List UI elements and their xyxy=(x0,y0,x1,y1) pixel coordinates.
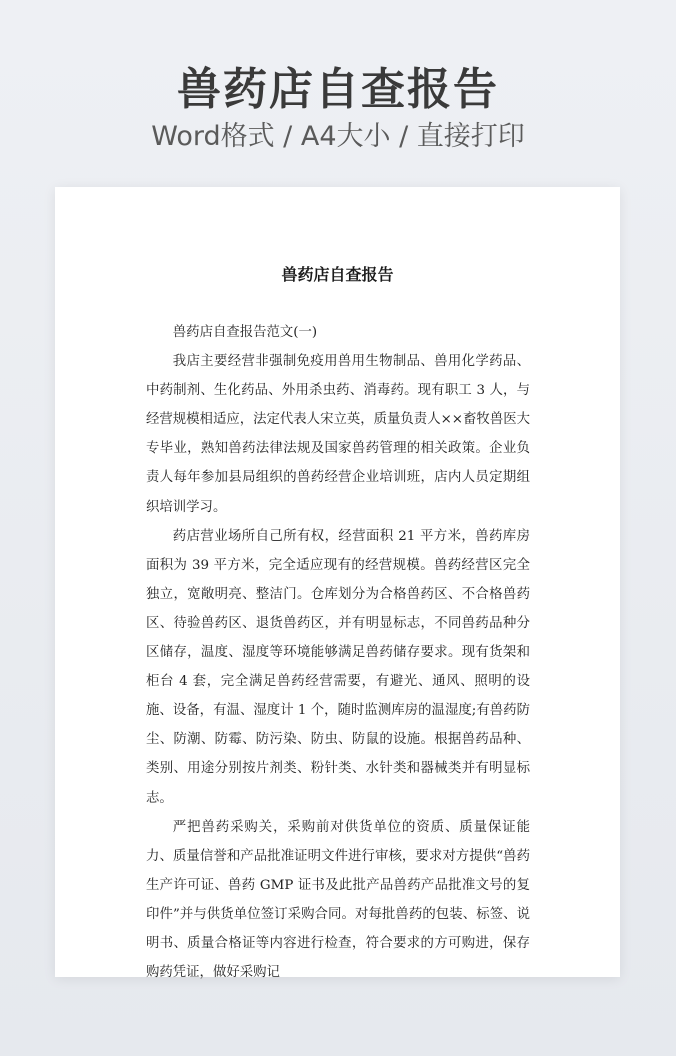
document-title: 兽药店自查报告 xyxy=(281,265,394,284)
paragraph-business-scope: 我店主要经营非强制免疫用兽用生物制品、兽用化学药品、中药制剂、生化药品、外用杀虫药、消毒药。现有职工 3 人，与经营规模相适应，法定代表人宋立英，质量负责人××畜牧兽医大专毕业，熟知兽药法律法规及国家兽药管理的相关政策。企业负责人每年参加县局组织的兽药经营企业培训班，店内人员定期组织培训学习。 xyxy=(146,354,530,515)
document-body xyxy=(146,318,530,987)
paragraph-heading: 兽药店自查报告范文(一) xyxy=(172,325,318,340)
banner-title: 兽药店自查报告 xyxy=(177,64,499,115)
banner-subtitle: Word格式 / A4大小 / 直接打印 xyxy=(151,121,525,152)
paragraph-premises: 药店营业场所自己所有权，经营面积 21 平方米，兽药库房面积为 39 平方米，完全适应现有的经营规模。兽药经营区完全独立，宽敞明亮、整洁门。仓库划分为合格兽药区、不合格兽药区、待验兽药区、退货兽药区，并有明显标志，不同兽药品种分区储存，温度、湿度等环境能够满足兽药储存要求。现有货架和柜台 4 套，完全满足兽药经营需要，有避光、通风、照明的设施、设备，有温、湿度计 1 个，随时监测库房的温湿度;有兽药防尘、防潮、防霉、防污染、防虫、防鼠的设施。根据兽药品种、类别、用途分别按片剂类、粉针类、水针类和器械类并有明显标志。 xyxy=(146,528,530,806)
paragraph-procurement: 严把兽药采购关，采购前对供货单位的资质、质量保证能力、质量信誉和产品批准证明文件进行审核，要求对方提供“兽药生产许可证、兽药 GMP 证书及此批产品兽药产品批准文号的复印件”并与供货单位签订采购合同。对每批兽药的包装、标签、说明书、质量合格证等内容进行检查，符合要求的方可购进，保存购药凭证，做好采购记 xyxy=(146,819,530,981)
